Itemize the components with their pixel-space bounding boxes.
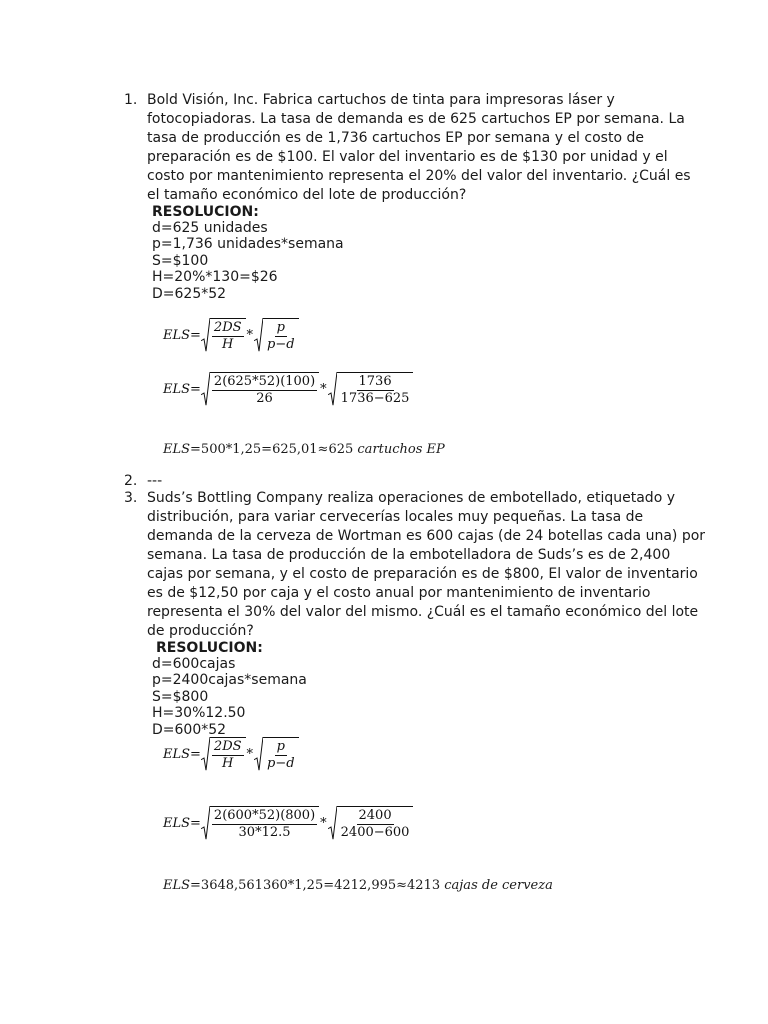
- result-lhs: ELS=: [163, 442, 201, 457]
- result-lhs: ELS=: [163, 878, 201, 893]
- q1-resolution: [152, 204, 259, 220]
- given-line: S=$100: [152, 252, 209, 269]
- given-line: d=625 unidades: [152, 220, 268, 236]
- q1-heading: RESOLUCION:: [152, 204, 259, 220]
- times-sign: *: [320, 816, 327, 831]
- given-line: p=2400cajas*semana: [152, 672, 307, 689]
- result-value: 3648,561360*1,25=4212,995≈4213: [200, 878, 441, 893]
- q1-result: [163, 442, 445, 457]
- substitution-lhs: ELS=: [163, 816, 201, 831]
- given-line: D=625*52: [152, 285, 227, 302]
- formula-lhs: ELS=: [163, 747, 201, 762]
- substitution-num2: 2400: [358, 808, 392, 823]
- q3-givens: [152, 656, 307, 738]
- times-sign: *: [320, 382, 327, 397]
- result-unit: cajas de cerveza: [444, 878, 553, 893]
- q3-result: [163, 878, 553, 893]
- q1-number: 1.: [124, 92, 138, 108]
- given-line: S=$800: [152, 688, 209, 705]
- given-line: D=600*52: [152, 721, 227, 738]
- given-line: p=1,736 unidades*semana: [152, 236, 344, 253]
- result-unit: cartuchos EP: [357, 442, 445, 457]
- result-value: 500*1,25=625,01≈625: [200, 442, 354, 457]
- q3-text: Suds’s Bottling Company realiza operaciones de embotellado, etiquetado y distribución, para variar cervecerías locales muy pequeñas. La tasa de demanda de la cerveza de Wortman es 600 cajas (de 24 botellas cada una) por semana. La tasa de producción de la embotelladora de Suds’s es de 2,400 cajas por semana, y el costo de preparación es de $800, El valor de inventario es de $12,50 por caja y el costo anual por mantenimiento de inventario representa el 30% del valor del mismo. ¿Cuál es el tamaño económico del lote de producción?: [147, 490, 706, 639]
- substitution-den2: 2400−600: [340, 825, 410, 840]
- q3-heading: RESOLUCION:: [156, 640, 263, 656]
- q3-formula: [163, 737, 299, 772]
- q2-text: ---: [147, 473, 163, 489]
- formula-den1: H: [222, 337, 234, 352]
- q3-substitution: [163, 806, 413, 841]
- q3-resolution: [156, 640, 263, 656]
- given-line: H=20%*130=$26: [152, 269, 278, 286]
- formula-num2: p: [276, 320, 285, 335]
- substitution-num1: 2(625*52)(100): [213, 374, 316, 389]
- substitution-den2: 1736−625: [340, 391, 410, 406]
- formula-num2: p: [276, 739, 285, 754]
- q3-number: 3.: [124, 490, 138, 506]
- times-sign: *: [246, 747, 254, 762]
- formula-lhs: ELS=: [163, 328, 201, 343]
- times-sign: *: [246, 328, 254, 343]
- substitution-lhs: ELS=: [163, 382, 201, 397]
- substitution-den1: 26: [256, 391, 273, 406]
- q1-text: Bold Visión, Inc. Fabrica cartuchos de tinta para impresoras láser y fotocopiadoras. La tasa de demanda es de 625 cartuchos EP por semana. La tasa de producción es de 1,736 cartuchos EP por semana y el costo de preparación es de $100. El valor del inventario es de $130 por unidad y el costo por mantenimiento representa el 20% del valor del inventario. ¿Cuál es el tamaño económico del lote de producción?: [147, 92, 691, 203]
- substitution-num1: 2(600*52)(800): [213, 808, 316, 823]
- substitution-den1: 30*12.5: [238, 825, 291, 840]
- given-line: d=600cajas: [152, 656, 236, 672]
- given-line: H=30%12.50: [152, 705, 246, 722]
- substitution-num2: 1736: [358, 374, 392, 389]
- formula-den2: p−d: [267, 756, 295, 771]
- formula-den1: H: [222, 756, 234, 771]
- q1-substitution: [163, 372, 413, 407]
- formula-num1: 2DS: [213, 739, 242, 754]
- q2-number: 2.: [124, 473, 138, 489]
- q1-formula: [163, 318, 299, 353]
- q1-givens: [152, 220, 344, 302]
- formula-den2: p−d: [267, 337, 295, 352]
- formula-num1: 2DS: [213, 320, 242, 335]
